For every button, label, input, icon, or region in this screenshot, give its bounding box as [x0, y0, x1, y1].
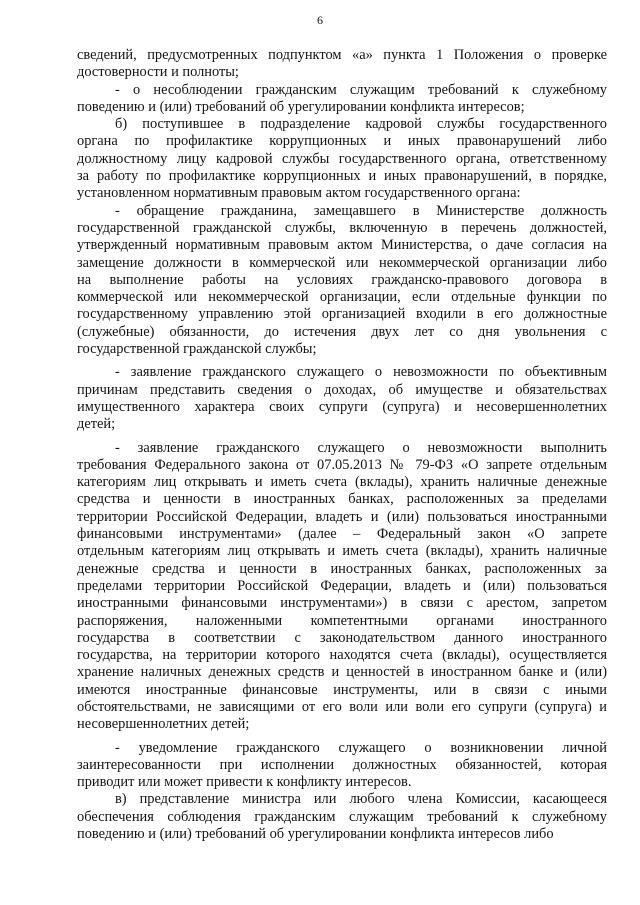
text-line: территории Российской Федерации, владеть и (или) пользоваться иностранными: [77, 508, 607, 525]
text-line: - о несоблюдении гражданским служащим требований к служебному: [115, 81, 607, 98]
text-line: (служебные) обязанности, до истечения двух лет со дня увольнения с: [77, 323, 607, 340]
text-line: распоряжения, наложенными компетентными органами иностранного: [77, 612, 607, 629]
text-line: поведению и (или) требований об урегулировании конфликта интересов;: [77, 98, 525, 115]
text-line: обеспечения соблюдения гражданским служащим требований к служебному: [77, 808, 607, 825]
text-line: иностранными финансовыми инструментами») в связи с арестом, запретом: [77, 595, 607, 612]
text-line: требования Федерального закона от 07.05.2013 № 79-ФЗ «О запрете отдельным: [77, 456, 607, 473]
text-line: средства и ценности в иностранных банках, расположенных за пределами: [77, 491, 607, 508]
text-line: имеются иностранные финансовые инструменты, или в связи с иными: [77, 681, 607, 698]
paragraph: [77, 82, 607, 117]
text-line: органа по профилактике коррупционных и иных правонарушений либо: [77, 133, 607, 150]
text-line: за работу по профилактике коррупционных и иных правонарушений, в порядке,: [77, 168, 607, 185]
text-line: финансовыми инструментами» (далее – Федеральный закон «О запрете: [77, 526, 607, 543]
text-line: обстоятельствами, не зависящими от его воли или воли его супруги (супруга) и: [77, 698, 607, 715]
text-line: утвержденный нормативным правовым актом Министерства, о даче согласия на: [77, 237, 607, 254]
text-line: имущественного характера своих супруги (супруга) и несовершеннолетних: [77, 398, 607, 415]
text-line: достоверности и полноты;: [77, 64, 239, 81]
text-line: - заявление гражданского служащего о невозможности по объективным: [115, 364, 607, 381]
paragraph: [77, 791, 607, 843]
text-line: должностному лицу кадровой службы государственного органа, ответственному: [77, 150, 607, 167]
text-line: - уведомление гражданского служащего о возникновении личной: [115, 739, 607, 756]
text-line: государства, на территории которого находятся счета (вклады), осуществляется: [77, 647, 607, 664]
text-line: сведений, предусмотренных подпунктом «а» пункта 1 Положения о проверке: [77, 47, 607, 63]
paragraph: [77, 440, 607, 734]
text-line: отдельным категориям лиц открывать и иметь счета (вклады), хранить наличные: [77, 543, 607, 560]
document-body: [77, 47, 607, 843]
text-line: б) поступившее в подразделение кадровой службы государственного: [115, 116, 607, 133]
text-line: приводит или может привести к конфликту интересов.: [77, 774, 412, 791]
text-line: детей;: [77, 416, 116, 433]
text-line: поведению и (или) требований об урегулировании конфликта интересов либо: [77, 826, 554, 843]
text-line: пределами территории Российской Федерации, владеть и (или) пользоваться: [77, 577, 607, 594]
text-line: установленном нормативным правовым актом государственного органа:: [77, 185, 521, 202]
text-line: несовершеннолетних детей;: [77, 716, 250, 733]
text-line: в) представление министра или любого члена Комиссии, касающееся: [115, 791, 607, 808]
paragraph: [77, 116, 607, 202]
text-line: государства в соответствии с законодательством данного иностранного: [77, 629, 607, 646]
text-line: заинтересованности при исполнении должностных обязанностей, которая: [77, 756, 607, 773]
text-line: хранение наличных денежных средств и ценностей в иностранном банке и (или): [77, 664, 607, 681]
text-line: категориям лиц открывать и иметь счета (вклады), хранить наличные денежные: [77, 474, 607, 491]
paragraph: [77, 203, 607, 359]
text-line: государственному управлению этой организацией входили в его должностные: [77, 306, 607, 323]
text-line: - обращение гражданина, замещавшего в Министерстве должность: [115, 202, 607, 219]
text-line: замещение должности в коммерческой или некоммерческой организации либо: [77, 254, 607, 271]
text-line: государственной гражданской службы, включенную в перечень должностей,: [77, 219, 607, 236]
text-line: - заявление гражданского служащего о невозможности выполнить: [115, 439, 607, 456]
page-number: 6: [317, 13, 323, 27]
paragraph: [77, 47, 607, 82]
paragraph: [77, 740, 607, 792]
text-line: денежные средства и ценности в иностранных банках, расположенных за: [77, 560, 607, 577]
text-line: причинам представить сведения о доходах, об имуществе и обязательствах: [77, 381, 607, 398]
text-line: коммерческой или некоммерческой организации, если отдельные функции по: [77, 289, 607, 306]
text-line: государственной гражданской службы;: [77, 341, 317, 358]
paragraph: [77, 364, 607, 433]
text-line: на выполнение работы на условиях гражданско-правового договора в: [77, 271, 607, 288]
